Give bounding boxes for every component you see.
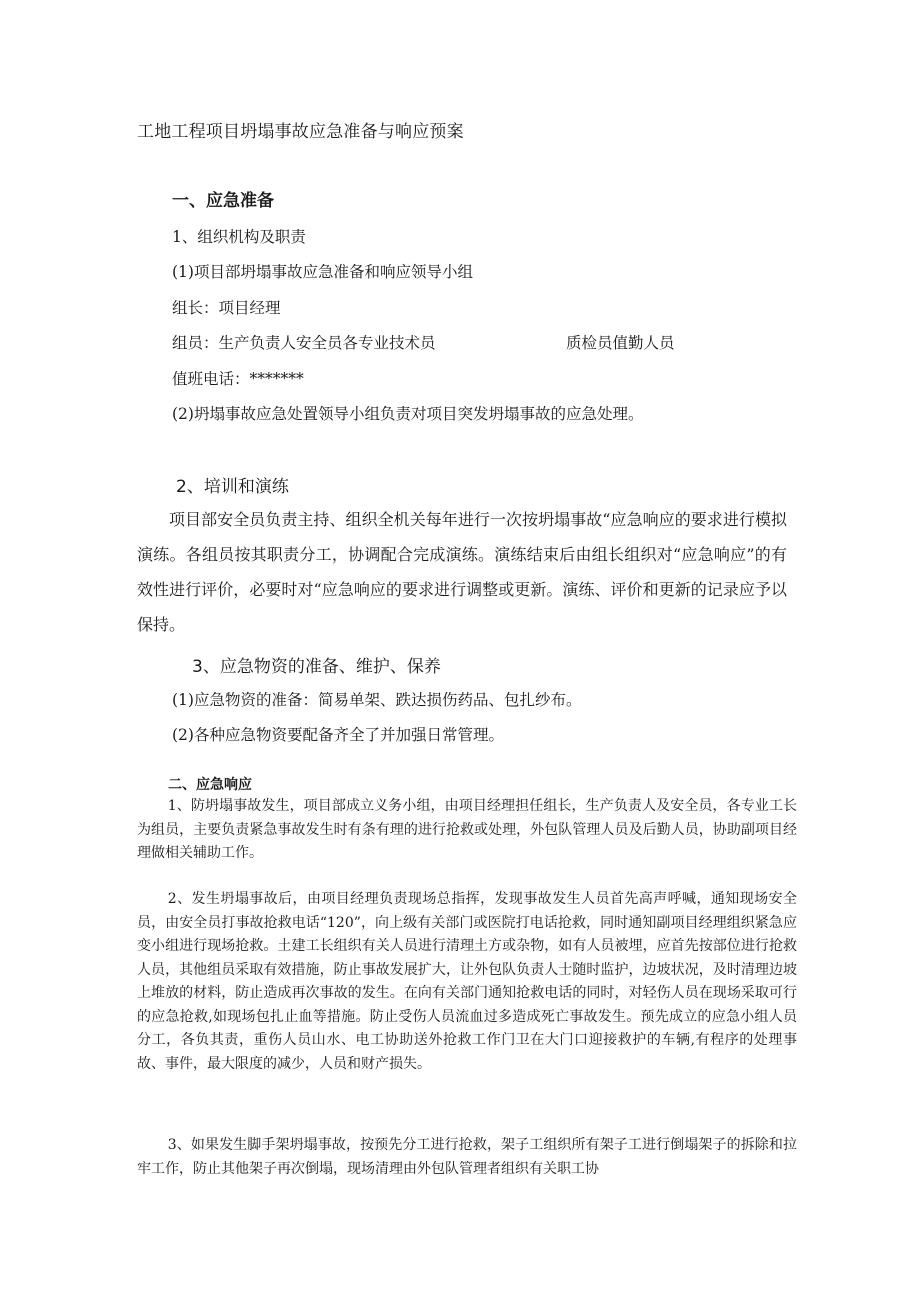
subsection-heading-supplies: 3、应急物资的准备、维护、保养 — [192, 657, 441, 677]
leadership-group-item: (1)项目部坍塌事故应急准备和响应领导小组 — [172, 263, 473, 281]
training-paragraph: 项目部安全员负责主持、组织全机关每年进行一次按坍塌事故“应急响应的要求进行模拟演练。各组员按其职责分工，协调配合完成演练。演练结束后由组长组织对“应急响应”的有效性进行评价，必要时对“应急响应的要求进行调整或更新。演练、评价和更新的记录应予以保持。 — [137, 510, 787, 634]
duty-phone-line: 值班电话：******* — [172, 370, 304, 388]
response-paragraph-3: 3、如果发生脚手架坍塌事故，按预先分工进行抢救，架子工组织所有架子工进行倒塌架子的拆除和拉牢工作，防止其他架子再次倒塌，现场清理由外包队管理者组织有关职工协 — [137, 1137, 797, 1177]
section-heading-emergency-preparation: 一、应急准备 — [172, 191, 274, 211]
group-leader-line: 组长：项目经理 — [172, 299, 281, 317]
supplies-item-1: (1)应急物资的准备：简易单架、跌达损伤药品、包扎纱布。 — [172, 691, 582, 709]
response-paragraph-1: 1、防坍塌事故发生，项目部成立义务小组，由项目经理担任组长，生产负责人及安全员，各专业工长为组员，主要负责紧急事故发生时有条有理的进行抢救或处理，外包队管理人员及后勤人员，协助副项目经理做相关辅助工作。 — [137, 798, 797, 861]
group-members-line: 组员：生产负责人安全员各专业技术员 — [172, 334, 436, 352]
group-members-extra: 质检员值勤人员 — [566, 334, 675, 352]
supplies-item-2: (2)各种应急物资要配备齐全了并加强日常管理。 — [172, 726, 504, 744]
subsection-heading-training: 2、培训和演练 — [176, 477, 289, 497]
subsection-heading-organization: 1、组织机构及职责 — [172, 228, 306, 246]
emergency-handling-item: (2)坍塌事故应急处置领导小组负责对项目突发坍塌事故的应急处理。 — [172, 405, 644, 423]
response-paragraph-2: 2、发生坍塌事故后，由项目经理负责现场总指挥，发现事故发生人员首先高声呼喊，通知现场安全员，由安全员打事故抢救电话“120”，向上级有关部门或医院打电话抢救，同时通知副项目经理组织紧急应变小组进行现场抢救。土建工长组织有关人员进行清理土方或杂物，如有人员被埋，应首先按部位进行抢救人员，其他组员采取有效措施，防止事故发展扩大，让外包队负责人士随时监护，边坡状况，及时清理边坡上堆放的材料，防止造成再次事故的发生。在向有关部门通知抢救电话的同时，对轻伤人员在现场采取可行的应急抢救,如现场包扎止血等措施。防止受伤人员流血过多造成死亡事故发生。预先成立的应急小组人员分工，各负其责，重伤人员山水、电工协助送外抢救工作门卫在大门口迎接救护的车辆,有程序的处理事故、事件，最大限度的减少，人员和财产损失。 — [137, 891, 797, 1072]
section-heading-emergency-response: 二、应急响应 — [168, 777, 252, 793]
document-title: 工地工程项目坍塌事故应急准备与响应预案 — [137, 122, 464, 142]
